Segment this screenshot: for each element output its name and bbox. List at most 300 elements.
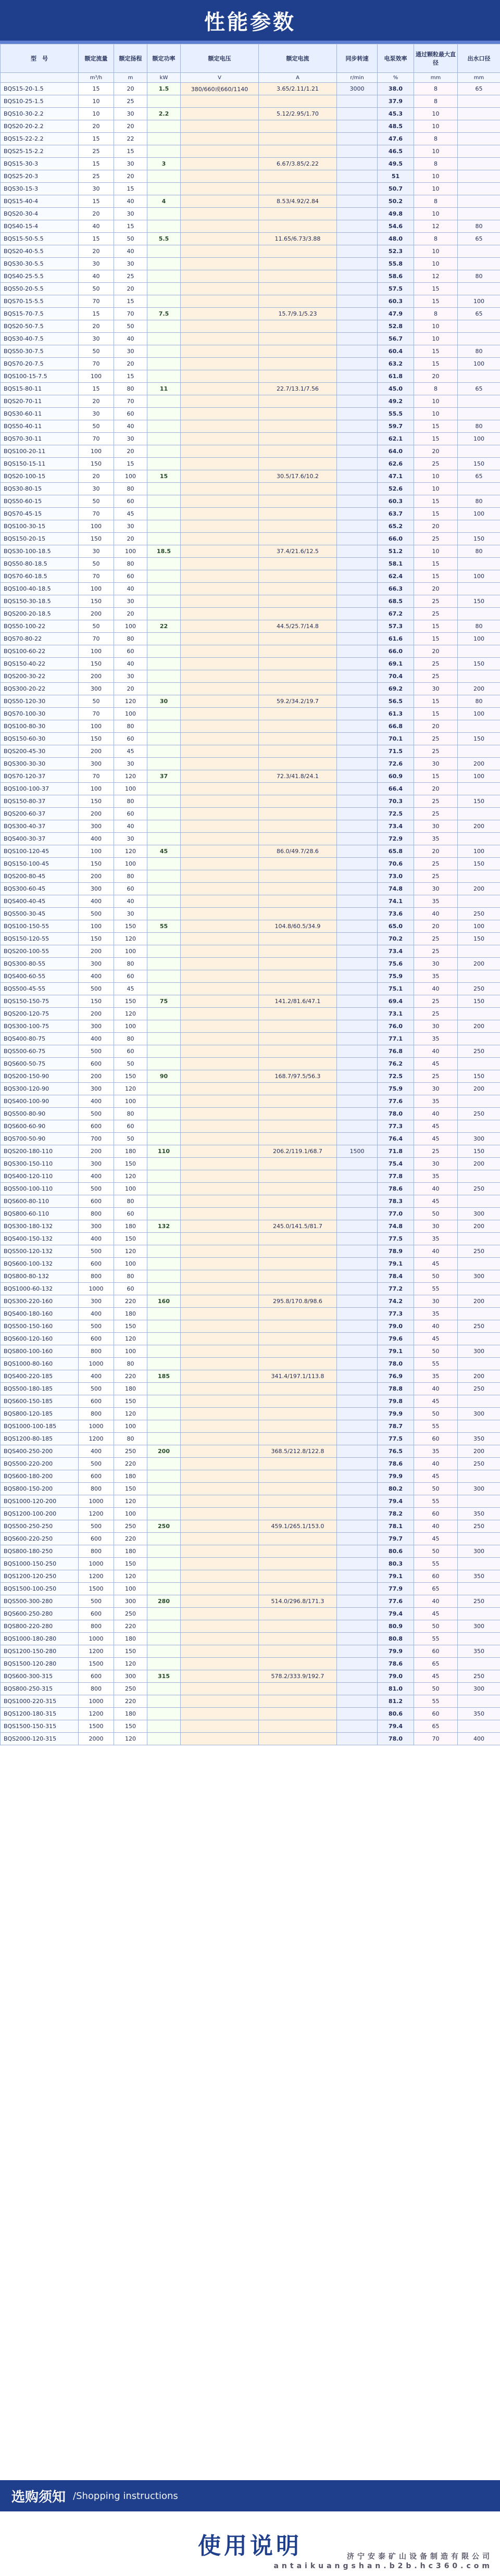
table-cell: 150 [79,995,114,1008]
table-cell: 80.6 [378,1545,414,1558]
table-cell: 30 [414,958,458,970]
table-cell [337,470,378,483]
table-cell: 45 [114,508,147,520]
table-cell: BQS1000-100-185 [1,1420,79,1433]
table-cell: 1000 [79,1283,114,1295]
table-cell: 30 [114,108,147,120]
table-cell: 20 [414,845,458,858]
table-row [1,1695,500,1708]
table-cell: 2000 [79,1733,114,1745]
table-cell: 120 [114,1495,147,1508]
table-cell: 66.4 [378,783,414,795]
table-cell: 100 [79,720,114,733]
table-row [1,470,500,483]
table-cell: 1.5 [147,83,181,95]
table-cell: 60 [114,1045,147,1058]
table-cell: 80 [458,345,500,358]
table-cell: 150 [114,920,147,933]
table-cell [458,945,500,958]
table-cell: 500 [79,1183,114,1195]
table-row [1,1133,500,1145]
table-cell: 300 [79,1083,114,1095]
table-cell: 86.0/49.7/28.6 [259,845,337,858]
table-cell [337,995,378,1008]
table-cell [259,1358,337,1370]
table-cell: 100 [458,770,500,783]
table-cell: 100 [114,1183,147,1195]
table-cell: 10 [79,95,114,108]
table-cell: 60 [414,1645,458,1658]
table-cell [181,995,259,1008]
table-cell: 100 [114,545,147,558]
table-cell [259,408,337,420]
table-row [1,1633,500,1645]
table-cell: 55 [414,1633,458,1645]
table-cell: BQS1200-100-200 [1,1508,79,1520]
table-cell: 578.2/333.9/192.7 [259,1670,337,1683]
table-cell [147,320,181,333]
table-row [1,1020,500,1033]
table-cell: 74.1 [378,895,414,908]
table-cell [259,420,337,433]
table-row [1,1295,500,1308]
table-cell: 22.7/13.1/7.56 [259,383,337,395]
table-cell: 77.8 [378,1170,414,1183]
table-row [1,1245,500,1258]
table-cell: 80 [458,495,500,508]
table-cell [259,783,337,795]
table-cell [337,383,378,395]
table-cell: BQS1000-60-132 [1,1283,79,1295]
table-row [1,83,500,95]
table-row [1,1320,500,1333]
table-cell: 200 [79,608,114,620]
table-cell [181,745,259,758]
table-cell [337,308,378,320]
table-cell: 25 [414,745,458,758]
header-speed: 同步转速 [337,44,378,73]
table-cell: 341.4/197.1/113.8 [259,1370,337,1383]
table-row [1,1045,500,1058]
table-cell: 150 [79,795,114,808]
table-row [1,1283,500,1295]
table-cell: 80 [114,1033,147,1045]
table-cell: 110 [147,1145,181,1158]
table-cell: 300 [458,1345,500,1358]
table-cell [147,1395,181,1408]
table-row [1,258,500,270]
table-cell: 40 [414,1320,458,1333]
table-cell [259,1345,337,1358]
watermark-line2: antaikuangshan.b2b.hc360.com [273,2561,493,2570]
table-cell: 30 [114,433,147,445]
table-cell: BQS500-100-110 [1,1183,79,1195]
table-cell [458,108,500,120]
table-row [1,333,500,345]
table-cell: 25 [414,733,458,745]
table-cell [181,1633,259,1645]
table-cell: 73.4 [378,945,414,958]
table-cell: 150 [458,533,500,545]
table-cell: 75.9 [378,1083,414,1095]
table-cell [259,1620,337,1633]
table-cell: 400 [79,895,114,908]
table-cell: 500 [79,1458,114,1470]
table-cell: 55 [414,1420,458,1433]
table-cell [147,345,181,358]
table-cell: 180 [114,1633,147,1645]
table-cell [337,1408,378,1420]
table-cell [259,133,337,145]
table-cell: 400 [79,1170,114,1183]
table-cell: 150 [114,1558,147,1570]
table-row [1,120,500,133]
table-cell: 25 [414,533,458,545]
table-cell: BQS20-30-4 [1,208,79,220]
table-row [1,1733,500,1745]
table-cell: 65.2 [378,520,414,533]
table-cell: 55 [147,920,181,933]
table-cell: 50 [414,1408,458,1420]
table-cell: 60 [114,970,147,983]
table-cell: 150 [79,858,114,870]
table-cell [337,1533,378,1545]
table-cell [259,358,337,370]
table-cell [181,1245,259,1258]
table-row [1,1545,500,1558]
table-cell [147,1195,181,1208]
table-row [1,1070,500,1083]
table-cell: 45 [147,845,181,858]
table-cell: BQS400-250-200 [1,1445,79,1458]
table-cell: 64.0 [378,445,414,458]
table-cell [181,120,259,133]
unit-grain: mm [414,73,458,83]
table-cell: 10 [414,320,458,333]
table-cell: BQS150-15-11 [1,458,79,470]
table-cell [259,1545,337,1558]
table-cell [458,833,500,845]
table-cell: 70 [114,308,147,320]
table-cell: 80 [114,383,147,395]
table-cell: 58.6 [378,270,414,283]
table-cell [181,1295,259,1308]
table-row [1,695,500,708]
table-cell [181,1108,259,1120]
table-cell [181,1695,259,1708]
table-cell: BQS50-100-22 [1,620,79,633]
table-cell [337,620,378,633]
table-cell: 45 [414,1258,458,1270]
table-cell: 100 [114,1258,147,1270]
table-cell: 44.5/25.7/14.8 [259,620,337,633]
table-cell [181,758,259,770]
table-cell [181,245,259,258]
table-cell: BQS150-150-75 [1,995,79,1008]
table-cell: 40 [414,1520,458,1533]
table-row [1,1470,500,1483]
table-cell [147,1495,181,1508]
table-row [1,283,500,295]
table-cell: 80 [458,220,500,233]
table-cell: 70 [79,358,114,370]
table-cell: 45 [414,1533,458,1545]
table-cell [337,495,378,508]
table-cell [181,1658,259,1670]
table-cell [147,645,181,658]
table-cell: 150 [79,533,114,545]
table-cell: 100 [458,295,500,308]
table-row [1,1058,500,1070]
table-cell: BQS1000-150-250 [1,1558,79,1570]
table-cell [147,870,181,883]
table-cell [259,320,337,333]
table-cell [147,1358,181,1370]
table-cell [337,583,378,595]
table-cell: 72.5 [378,808,414,820]
table-cell: BQS200-30-22 [1,670,79,683]
table-cell: 73.6 [378,908,414,920]
table-cell: BQS600-180-200 [1,1470,79,1483]
table-cell: 250 [114,1520,147,1533]
table-cell: BQS800-220-280 [1,1620,79,1633]
table-cell [337,945,378,958]
table-cell: 20 [79,395,114,408]
table-cell: 120 [114,1170,147,1183]
table-cell: BQS300-120-90 [1,1083,79,1095]
table-cell [181,208,259,220]
table-cell: 20 [79,120,114,133]
table-cell [337,420,378,433]
table-cell: BQS300-180-132 [1,1220,79,1233]
table-cell [259,670,337,683]
table-cell [458,870,500,883]
table-cell: BQS500-45-55 [1,983,79,995]
table-body [1,83,500,1745]
table-cell [259,858,337,870]
table-cell [458,1695,500,1708]
table-cell [337,983,378,995]
table-cell: 600 [79,1258,114,1270]
table-cell: 10 [414,545,458,558]
table-cell [259,1158,337,1170]
table-cell: BQS30-80-15 [1,483,79,495]
table-cell [458,1283,500,1295]
table-cell: BQS15-80-11 [1,383,79,395]
table-cell: 75.6 [378,958,414,970]
table-cell [147,1383,181,1395]
table-cell: 25 [414,1008,458,1020]
table-cell: 35 [414,1095,458,1108]
table-cell: 120 [114,1408,147,1420]
table-cell [337,1470,378,1483]
table-cell: 200 [458,1020,500,1033]
table-cell: 3 [147,158,181,170]
table-cell [337,908,378,920]
table-cell [181,1008,259,1020]
table-cell: 400 [79,1370,114,1383]
table-cell [259,445,337,458]
table-cell: 40 [414,983,458,995]
table-cell: 40 [114,195,147,208]
header-head: 额定扬程 [114,44,147,73]
table-cell: 300 [458,1208,500,1220]
table-cell: 15 [79,233,114,245]
table-cell: BQS1200-80-185 [1,1433,79,1445]
table-cell: 15 [414,708,458,720]
table-cell: 10 [414,183,458,195]
table-cell [181,1283,259,1295]
table-cell [259,1033,337,1045]
table-row [1,408,500,420]
table-cell: BQS100-60-22 [1,645,79,658]
table-cell [147,1008,181,1020]
table-cell [181,908,259,920]
table-cell: 25 [414,945,458,958]
table-cell [337,1220,378,1233]
table-cell [147,1508,181,1520]
table-cell [259,1695,337,1708]
table-cell: 58.1 [378,558,414,570]
table-cell [259,1420,337,1433]
table-cell [181,1258,259,1270]
table-cell: 25 [414,858,458,870]
table-cell [259,283,337,295]
table-cell: 61.8 [378,370,414,383]
table-cell: 79.1 [378,1345,414,1358]
table-cell: 120 [114,770,147,783]
table-cell: 280 [147,1595,181,1608]
table-cell: BQS70-20-7.5 [1,358,79,370]
table-row [1,1108,500,1120]
table-cell: 8 [414,83,458,95]
table-cell [181,1395,259,1408]
table-cell [458,333,500,345]
table-cell [181,1433,259,1445]
table-cell: 12 [414,220,458,233]
table-cell [181,1308,259,1320]
table-cell: 70 [414,1733,458,1745]
table-cell: 2.2 [147,108,181,120]
table-cell [259,1258,337,1270]
table-cell [181,870,259,883]
table-cell: 7.5 [147,308,181,320]
table-row [1,683,500,695]
table-cell: BQS30-100-18.5 [1,545,79,558]
table-cell [181,1195,259,1208]
table-cell [337,408,378,420]
table-cell: 180 [114,1545,147,1558]
table-row [1,1270,500,1283]
table-units-row [1,73,500,83]
table-cell: 35 [414,1445,458,1458]
table-cell [458,170,500,183]
table-cell [147,833,181,845]
table-cell: 30 [114,158,147,170]
table-cell [337,783,378,795]
table-cell: 81.0 [378,1683,414,1695]
table-cell: BQS40-15-4 [1,220,79,233]
table-cell [181,1020,259,1033]
table-cell [337,1095,378,1108]
table-cell: 80 [114,795,147,808]
table-row [1,358,500,370]
table-cell [181,133,259,145]
table-cell: BQS600-250-280 [1,1608,79,1620]
table-row [1,1395,500,1408]
table-cell: BQS200-20-18.5 [1,608,79,620]
table-cell [259,1645,337,1658]
table-cell [181,195,259,208]
table-row [1,145,500,158]
table-cell: 250 [114,1683,147,1695]
table-cell: 30 [79,408,114,420]
table-cell: 70.3 [378,795,414,808]
table-cell [337,445,378,458]
table-row [1,433,500,445]
table-cell [259,708,337,720]
table-cell: BQS70-45-15 [1,508,79,520]
table-cell: BQS20-50-7.5 [1,320,79,333]
table-cell: 30 [414,883,458,895]
table-cell: 67.2 [378,608,414,620]
table-cell [259,208,337,220]
table-cell: 18.5 [147,545,181,558]
table-cell [337,1120,378,1133]
table-cell [259,458,337,470]
table-cell [147,1208,181,1220]
table-cell: 30 [79,333,114,345]
table-cell: 22 [147,620,181,633]
table-row [1,1483,500,1495]
table-cell [337,295,378,308]
table-row [1,320,500,333]
table-cell: 40 [114,820,147,833]
table-cell: 200 [458,958,500,970]
table-cell: 77.3 [378,1308,414,1320]
table-cell: 76.9 [378,1370,414,1383]
table-cell [181,1045,259,1058]
table-cell: 60 [114,645,147,658]
table-cell: 79.9 [378,1408,414,1420]
table-cell: 25 [414,1070,458,1083]
header-grain: 通过颗粒最大直径 [414,44,458,73]
table-cell [181,1420,259,1433]
table-cell: 20 [79,320,114,333]
table-cell [147,808,181,820]
table-cell: BQS150-30-18.5 [1,595,79,608]
table-cell: 200 [458,883,500,895]
table-cell [259,145,337,158]
table-cell: BQS10-25-1.5 [1,95,79,108]
table-cell [181,820,259,833]
table-cell: 1000 [79,1695,114,1708]
table-row [1,1308,500,1320]
table-cell: 25 [414,595,458,608]
table-cell: BQS15-30-3 [1,158,79,170]
table-cell [458,95,500,108]
table-cell: 15 [114,183,147,195]
table-cell [147,283,181,295]
table-cell: 350 [458,1508,500,1520]
table-cell: 500 [79,908,114,920]
page-title: 性能参数 [204,10,296,34]
table-cell: BQS100-150-55 [1,920,79,933]
table-cell: 79.9 [378,1645,414,1658]
table-cell [337,608,378,620]
table-cell: BQS70-100-30 [1,708,79,720]
table-cell: 70.2 [378,933,414,945]
